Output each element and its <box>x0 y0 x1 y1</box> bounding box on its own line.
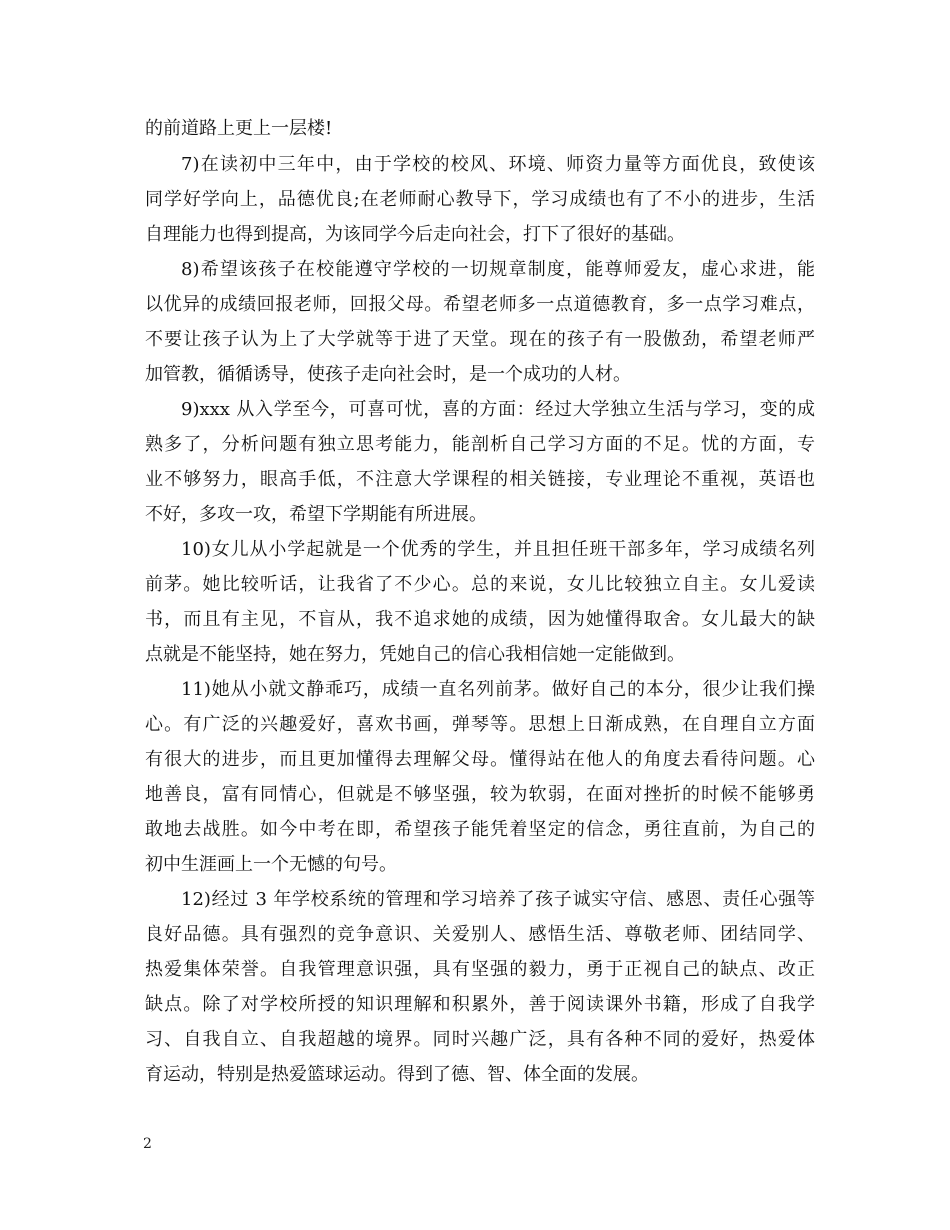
paragraph-line: 书，而且有主见，不盲从，我不追求她的成绩，因为她懂得取舍。女儿最大的缺 <box>145 609 815 630</box>
paragraph-line: 业不够努力，眼高手低，不注意大学课程的相关链接，专业理论不重视，英语也 <box>145 469 815 490</box>
paragraph-line: 有很大的进步，而且更加懂得去理解父母。懂得站在他人的角度去看待问题。心 <box>145 749 815 770</box>
paragraph-line: 的前道路上更上一层楼! <box>145 118 333 139</box>
paragraph-line: 7)在读初中三年中，由于学校的校风、环境、师资力量等方面优良，致使该 <box>181 154 815 175</box>
paragraph-line: 9)xxx 从入学至今，可喜可忧，喜的方面：经过大学独立生活与学习，变的成 <box>181 399 815 420</box>
paragraph-line: 心。有广泛的兴趣爱好，喜欢书画，弹琴等。思想上日渐成熟，在自理自立方面 <box>145 714 815 735</box>
paragraph-line: 同学好学向上，品德优良;在老师耐心教导下，学习成绩也有了不小的进步，生活 <box>145 189 815 210</box>
paragraph-line: 不要让孩子认为上了大学就等于进了天堂。现在的孩子有一股傲劲，希望老师严 <box>145 329 815 350</box>
paragraph-line: 点就是不能坚持，她在努力，凭她自己的信心我相信她一定能做到。 <box>145 644 685 665</box>
paragraph-line: 以优异的成绩回报老师，回报父母。希望老师多一点道德教育，多一点学习难点， <box>145 294 815 315</box>
paragraph-line: 良好品德。具有强烈的竞争意识、关爱别人、感悟生活、尊敬老师、团结同学、 <box>145 924 815 945</box>
paragraph-line: 缺点。除了对学校所授的知识理解和积累外，善于阅读课外书籍，形成了自我学 <box>145 994 815 1015</box>
paragraph-line: 初中生涯画上一个无憾的句号。 <box>145 854 397 875</box>
paragraph-line: 12)经过 3 年学校系统的管理和学习培养了孩子诚实守信、感恩、责任心强等 <box>181 889 815 910</box>
paragraph-line: 热爱集体荣誉。自我管理意识强，具有坚强的毅力，勇于正视自己的缺点、改正 <box>145 959 815 980</box>
page-number: 2 <box>143 1136 152 1152</box>
paragraph-line: 11)她从小就文静乖巧，成绩一直名列前茅。做好自己的本分，很少让我们操 <box>181 679 815 700</box>
paragraph-line: 敢地去战胜。如今中考在即，希望孩子能凭着坚定的信念，勇往直前，为自己的 <box>145 819 815 840</box>
paragraph-line: 不好，多攻一攻，希望下学期能有所进展。 <box>145 504 487 525</box>
paragraph-line: 熟多了，分析问题有独立思考能力，能剖析自己学习方面的不足。忧的方面，专 <box>145 434 815 455</box>
paragraph-line: 育运动，特别是热爱篮球运动。得到了德、智、体全面的发展。 <box>145 1064 649 1085</box>
paragraph-line: 习、自我自立、自我超越的境界。同时兴趣广泛，具有各种不同的爱好，热爱体 <box>145 1029 815 1050</box>
paragraph-line: 自理能力也得到提高，为该同学今后走向社会，打下了很好的基础。 <box>145 224 685 245</box>
paragraph-line: 10)女儿从小学起就是一个优秀的学生，并且担任班干部多年，学习成绩名列 <box>181 539 815 560</box>
paragraph-line: 8)希望该孩子在校能遵守学校的一切规章制度，能尊师爱友，虚心求进，能 <box>181 259 815 280</box>
paragraph-line: 前茅。她比较听话，让我省了不少心。总的来说，女儿比较独立自主。女儿爱读 <box>145 574 815 595</box>
paragraph-line: 地善良，富有同情心，但就是不够坚强，较为软弱，在面对挫折的时候不能够勇 <box>145 784 815 805</box>
paragraph-line: 加管教，循循诱导，使孩子走向社会时，是一个成功的人材。 <box>145 364 631 385</box>
